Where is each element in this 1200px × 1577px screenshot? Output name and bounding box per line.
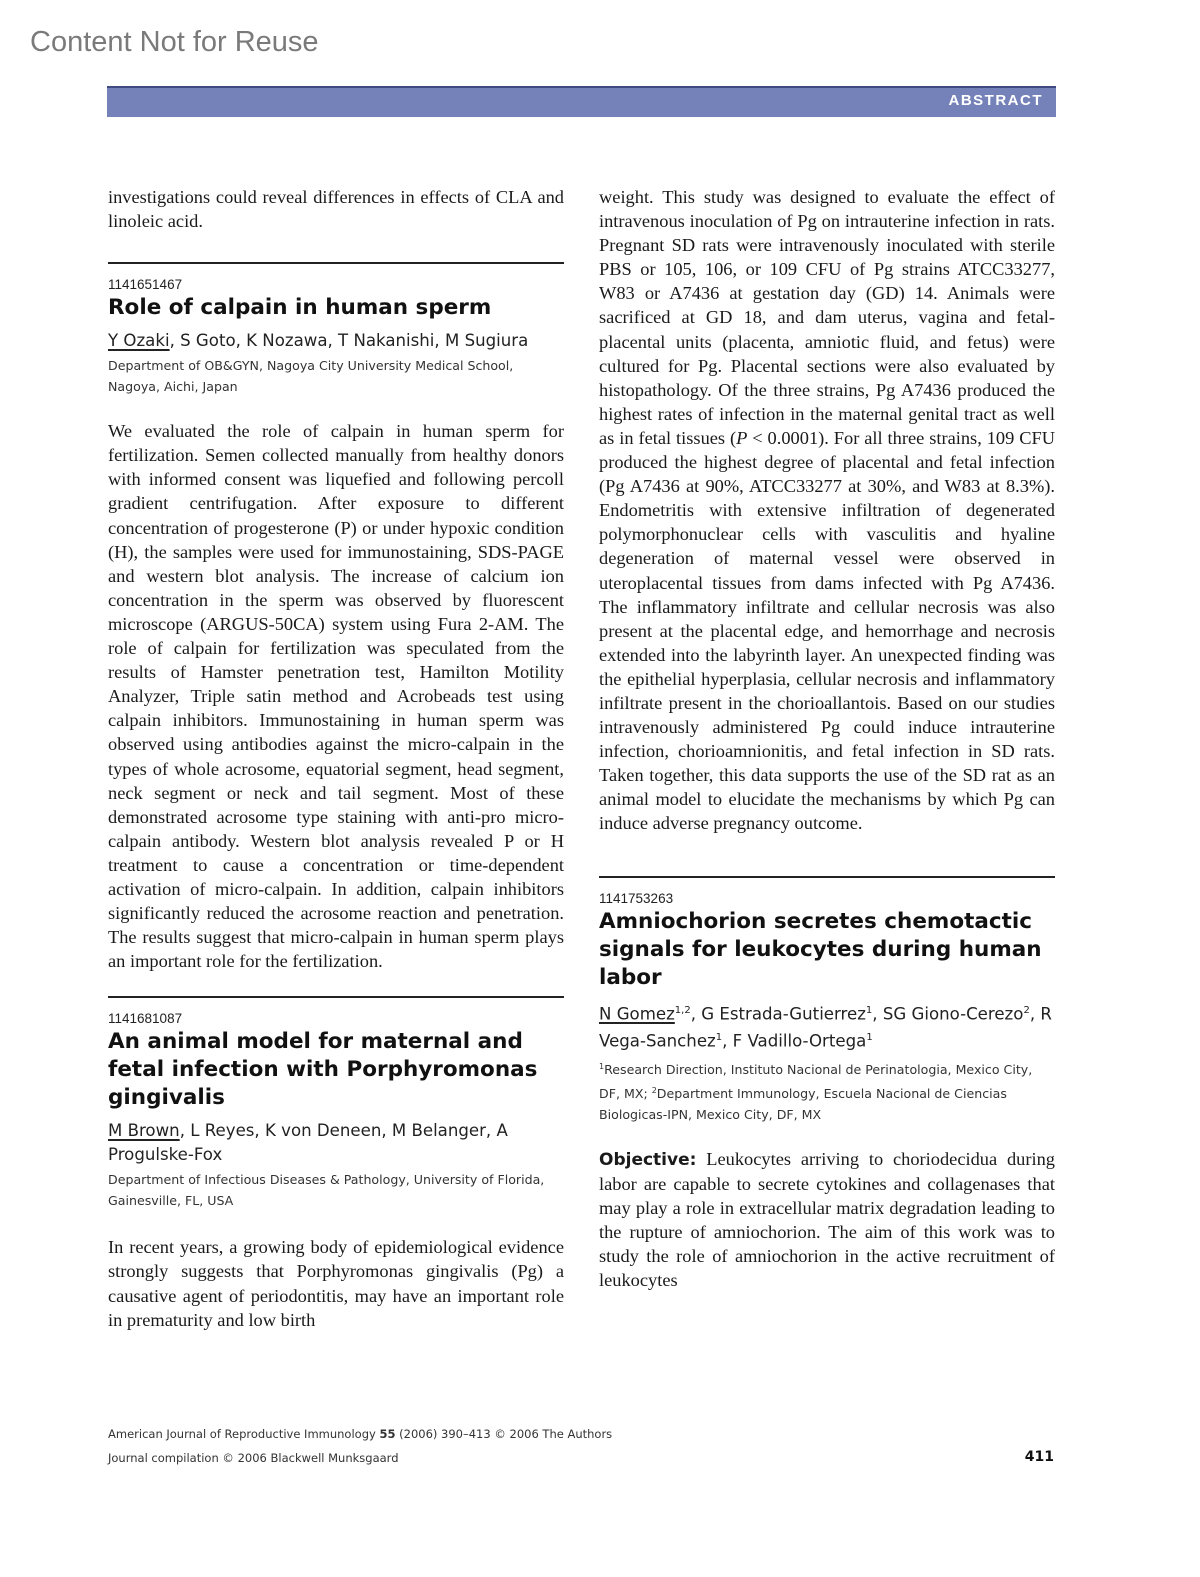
objective-label: Objective: <box>599 1149 697 1170</box>
presenting-author: N Gomez <box>599 1004 675 1024</box>
abstract-id: 1141753263 <box>599 890 674 906</box>
abstract-authors <box>108 329 564 353</box>
section-label: ABSTRACT <box>948 92 1043 109</box>
abstract-affiliation: Department of OB&GYN, Nagoya City University Medical School, Nagoya, Aichi, Japan <box>108 358 514 395</box>
page-number: 411 <box>1024 1449 1054 1465</box>
objective-text: Leukocytes arriving to choriodecidua during labor are capable to secrete cytokines and collagenases that may play a role in extracellular matrix degradation leading to the rupture of amniochorion. The aim of this work was to study the role of amniochorion in the active recruitment of leukocytes <box>599 1148 1055 1291</box>
continued-text <box>599 185 1055 836</box>
abstract-porphyromonas <box>108 996 564 1331</box>
text-segment: weight. This study was designed to evaluate the effect of intravenous inoculation of Pg on intrauterine infection in rats. Pregnant SD rats were intravenously inoculated with sterile PBS or 105, 106, or 109 CFU of Pg strains ATCC33277, W83 or A7436 at gestation day (GD) 14. Animals were sacrificed at GD 18, and dam uterus, vagina and fetal-placental units (placenta, amniotic fluid, and fetus) were cultured for Pg. Placental sections were also evaluated by histopathology. Of the three strains, Pg A7436 produced the highest rates of infection in the maternal genital tract as well as in fetal tissues ( <box>599 187 1055 448</box>
journal-volume: 55 <box>379 1427 396 1441</box>
abstract-affiliation <box>599 1056 1055 1125</box>
left-column <box>108 185 564 1332</box>
abstract-calpain <box>108 262 564 973</box>
abstract-amniochorion <box>599 876 1055 1293</box>
abstract-body: In recent years, a growing body of epidemiological evidence strongly suggests that Porphyromonas gingivalis (Pg) a causative agent of periodontitis, may have an important role in prematurity and low birth <box>108 1237 564 1330</box>
section-banner <box>107 86 1056 117</box>
coauthor: , G Estrada-Gutierrez <box>690 1004 866 1024</box>
author-sup: 1 <box>865 1004 873 1016</box>
abstract-body <box>599 1147 1055 1293</box>
coauthor: , R Vega-Sanchez <box>599 1004 1052 1051</box>
abstract-id: 1141681087 <box>108 1011 183 1027</box>
abstract-affiliation: Department of Infectious Diseases & Pathology, University of Florida, Gainesville, FL, USA <box>108 1172 545 1209</box>
text-segment: < 0.0001). For all three strains, 109 CFU produced the highest degree of placental and fetal infection (Pg A7436 at 90%, ATCC33277 at 30%, and W83 at 8.3%). Endometritis with extensive infiltration of degenerated polymorphonuclear cells with vasculitis and hyaline degeneration of maternal vessel were observed in uteroplacental tissues from dams infected with Pg A7436. The inflammatory infiltrate and cellular necrosis was also present at the placental edge, and hemorrhage and necrosis extended into the labyrinth layer. An unexpected finding was the epithelial hyperplasia, cellular necrosis and inflammatory infiltrate present in the chorioallantois. Based on our studies intravenously administered Pg could induce intrauterine infection, chorioamnionitis, and fetal infection in SD rats. Taken together, this data supports the use of the SD rat as an animal model to elucidate the mechanisms by which Pg can induce adverse pregnancy outcome. <box>599 427 1055 834</box>
abstract-title: Amniochorion secretes chemotactic signals for leukocytes during human labor <box>599 908 1042 990</box>
coauthors: , L Reyes, K von Deneen, M Belanger, A Progulske-Fox <box>108 1121 508 1165</box>
footer-citation <box>108 1427 612 1441</box>
presenting-author: Y Ozaki <box>108 331 170 351</box>
journal-name: American Journal of Reproductive Immunology <box>108 1427 380 1441</box>
author-sup: 2 <box>1023 1004 1030 1016</box>
abstract-title: An animal model for maternal and fetal infection with Porphyromonas gingivalis <box>108 1029 538 1111</box>
author-sup: 1 <box>866 1032 873 1044</box>
author-sup: 1 <box>715 1032 723 1044</box>
affil-sup: 2 <box>651 1085 657 1095</box>
affil-text: Research Direction, Instituto Nacional de Perinatologia, Mexico City, DF, MX; <box>599 1061 1033 1101</box>
coauthor: , F Vadillo-Ortega <box>722 1031 867 1051</box>
abstract-body: We evaluated the role of calpain in human sperm for fertilization. Semen collected manually from healthy donors with informed consent was liquefied and following percoll gradient centrifugation. After exposure to different concentration of progesterone (P) or under hypoxic condition (H), the samples were used for immunostaining, SDS-PAGE and western blot analysis. The increase of calcium ion concentration in the sperm was observed by fluorescent microscope (ARGUS-50CA) system using Fura 2-AM. The role of calpain for fertilization was speculated from the results of Hamster penetration test, Hamilton Motility Analyzer, Triple satin method and Acrobeads test using calpain inhibitors. Immunostaining in human sperm was observed using antibodies against the micro-calpain in the types of whole acrosome, equatorial segment, head segment, neck segment or neck and tail segment. Most of these demonstrated acrosome type staining with anti-pro micro-calpain antibody. Western blot analysis revealed P or H treatment to cause a concentration or time-dependent activation of micro-calpain. In addition, calpain inhibitors significantly reduced the acrosome reaction and penetration. The results suggest that micro-calpain in human sperm plays an important role for the fertilization. <box>108 421 564 972</box>
abstract-id: 1141651467 <box>108 277 183 293</box>
coauthor: , SG Giono-Cerezo <box>872 1004 1024 1024</box>
continued-text: investigations could reveal differences in effects of CLA and linoleic acid. <box>108 187 564 232</box>
watermark: Content Not for Reuse <box>30 26 319 58</box>
right-column <box>599 185 1055 1293</box>
abstract-authors <box>599 999 1055 1054</box>
coauthors: , S Goto, K Nozawa, T Nakanishi, M Sugiura <box>169 331 529 351</box>
author-sup: 1,2 <box>674 1004 691 1016</box>
affil-text: Department Immunology, Escuela Nacional de Ciencias Biologicas-IPN, Mexico City, DF, MX <box>599 1085 1007 1122</box>
affil-sup: 1 <box>599 1061 605 1071</box>
journal-pages: (2006) 390–413 © 2006 The Authors <box>395 1427 613 1441</box>
abstract-authors <box>108 1119 564 1167</box>
presenting-author: M Brown <box>108 1121 180 1141</box>
p-value-symbol: P <box>736 427 748 448</box>
footer-compilation: Journal compilation © 2006 Blackwell Munksgaard <box>108 1451 399 1465</box>
abstract-title: Role of calpain in human sperm <box>108 295 492 321</box>
